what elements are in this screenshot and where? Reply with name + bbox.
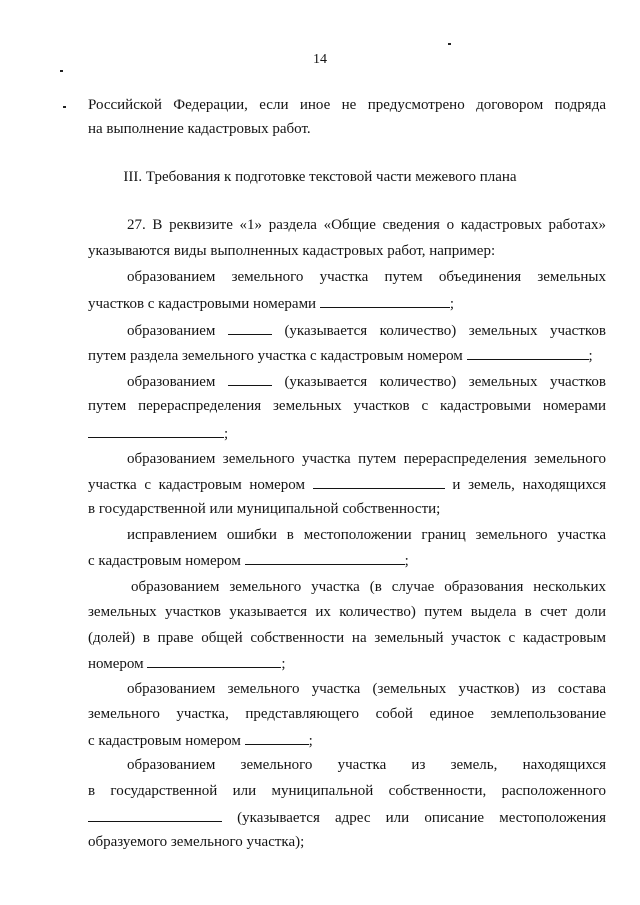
list-item-line: путем раздела земельного участка с кадастровым номером ;: [88, 348, 593, 364]
list-item-line: исправлением ошибки в местоположении границ земельного участка: [127, 527, 606, 543]
list-item-line: (долей) в праве общей собственности на земельный участок с кадастровым: [88, 630, 606, 646]
scan-speck: [60, 70, 63, 72]
fill-in-blank: [147, 654, 281, 668]
list-item-line: в государственной или муниципальной собственности, расположенного: [88, 783, 606, 799]
list-item-line: (указывается адрес или описание местоположения: [88, 808, 606, 827]
list-item-line: в государственной или муниципальной собственности;: [88, 501, 441, 517]
list-item-line: земельного участка, представляющего собой единое землепользование: [88, 706, 606, 722]
list-item-line: ;: [88, 424, 606, 443]
fill-in-blank: [228, 321, 272, 335]
fill-in-blank: [245, 731, 309, 745]
scan-speck: [448, 43, 451, 45]
list-item-line: образованием (указывается количество) земельных участков: [127, 374, 607, 390]
list-item-line: участков с кадастровыми номерами ;: [88, 296, 455, 312]
list-item-line: с кадастровым номером ;: [88, 733, 313, 749]
list-item-line: номером ;: [88, 656, 286, 672]
list-item-line: образованием земельного участка из земель, находящихся: [127, 757, 606, 773]
paragraph-27-line-2: указываются виды выполненных кадастровых работ, например:: [88, 243, 496, 259]
list-item-line: путем перераспределения земельных участков с кадастровыми номерами: [88, 398, 606, 414]
fill-in-blank: [320, 294, 450, 308]
list-item-line: образованием земельного участка (земельных участков) из состава: [127, 681, 606, 697]
intro-line-1: Российской Федерации, если иное не предусмотрено договором подряда: [88, 97, 606, 113]
fill-in-blank: [88, 424, 224, 438]
fill-in-blank: [467, 346, 589, 360]
list-item-line: участка с кадастровым номером и земель, находящихся: [88, 477, 606, 493]
scan-speck: [63, 106, 66, 108]
fill-in-blank: [313, 475, 445, 489]
list-item-line: образованием земельного участка путем перераспределения земельного: [127, 451, 606, 467]
list-item-line: земельных участков указывается их количество) путем выдела в счет доли: [88, 604, 606, 620]
fill-in-blank: [228, 372, 272, 386]
paragraph-27-line-1: 27. В реквизите «1» раздела «Общие сведения о кадастровых работах»: [127, 217, 606, 233]
list-item-line: образуемого земельного участка);: [88, 834, 305, 850]
list-item-line: образованием (указывается количество) земельных участков: [127, 323, 607, 339]
fill-in-blank: [88, 808, 222, 822]
fill-in-blank: [245, 551, 405, 565]
list-item-line: с кадастровым номером ;: [88, 553, 409, 569]
list-item-line: образованием земельного участка путем объединения земельных: [127, 269, 606, 285]
section-heading: III. Требования к подготовке текстовой части межевого плана: [123, 169, 517, 185]
list-item-line: образованием земельного участка (в случае образования нескольких: [131, 579, 606, 595]
page-number: 14: [313, 52, 327, 67]
intro-line-2: на выполнение кадастровых работ.: [88, 121, 311, 137]
